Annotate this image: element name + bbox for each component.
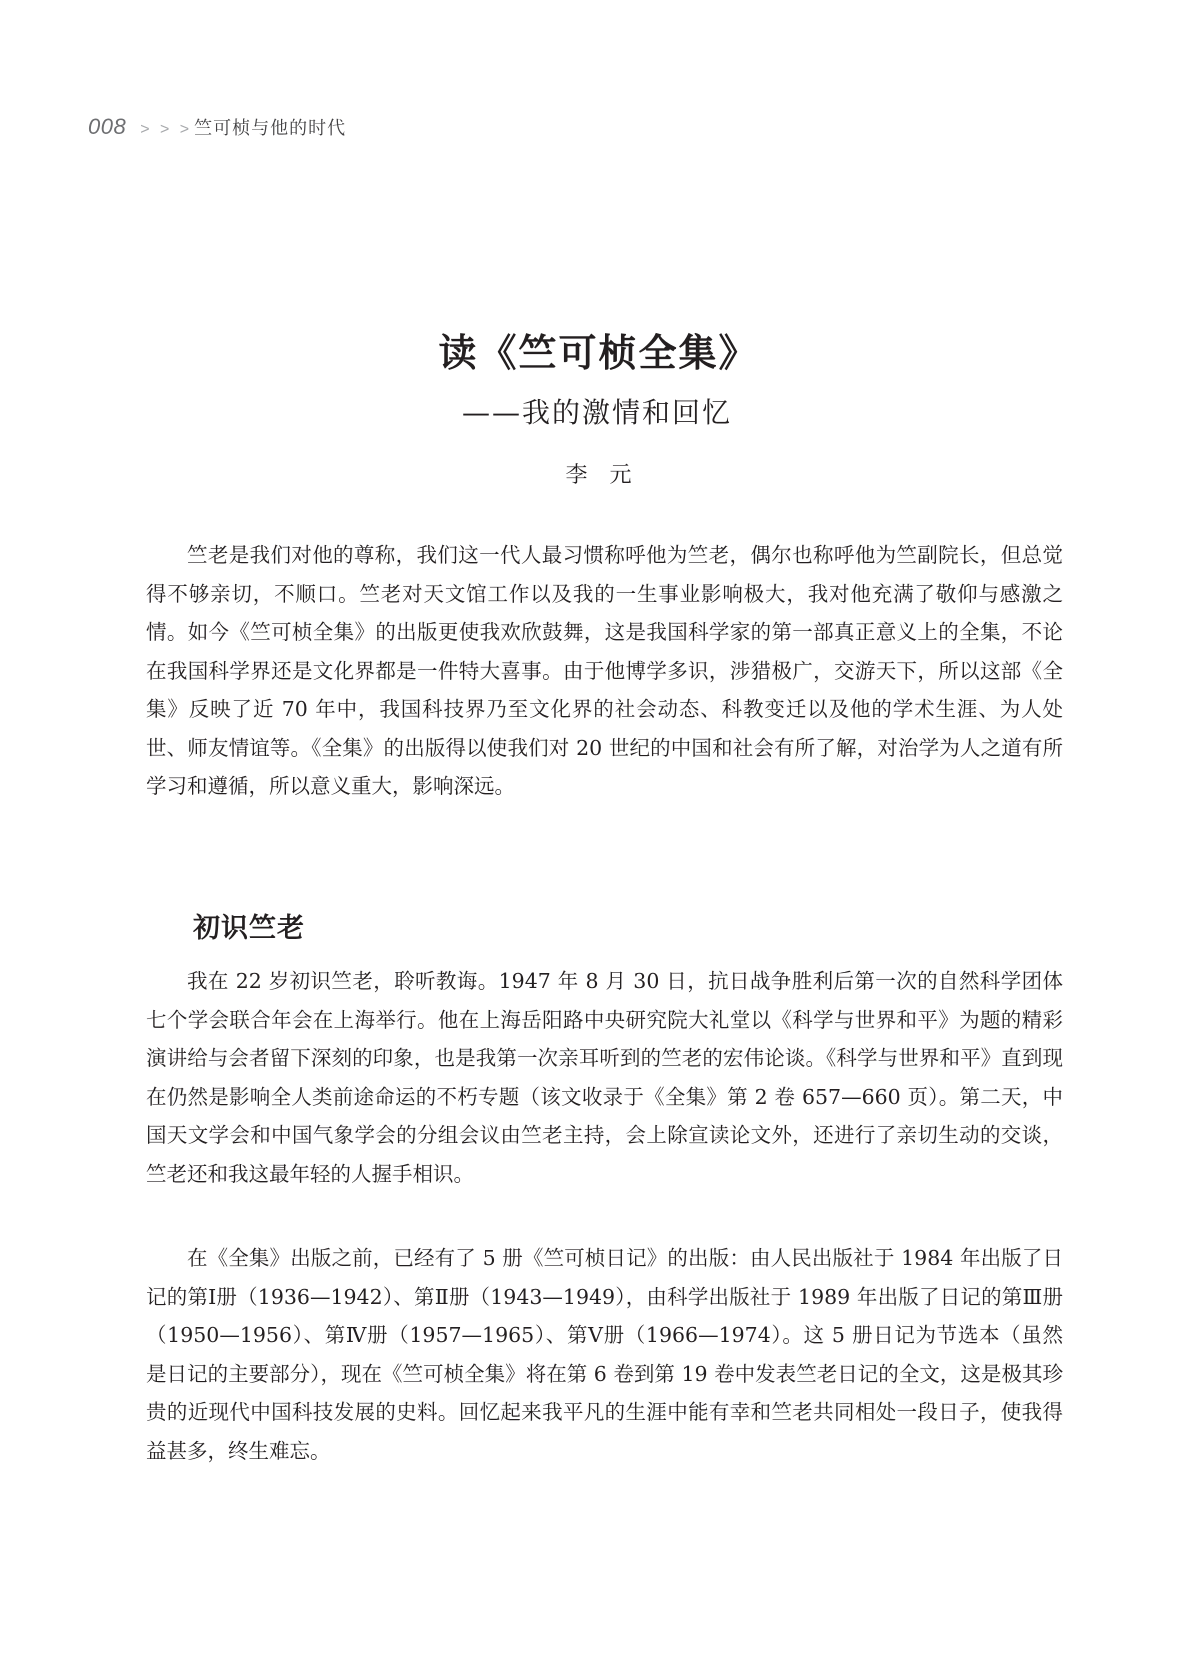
page-number: 008: [88, 114, 127, 139]
section-heading: 初识竺老: [193, 913, 305, 944]
book-title: 竺可桢与他的时代: [194, 118, 347, 138]
article-subtitle: ——我的激情和回忆: [462, 396, 733, 429]
running-head: [88, 114, 346, 146]
breadcrumb-arrows: > > >: [140, 121, 193, 138]
article-title: 读《竺可桢全集》: [438, 331, 759, 375]
section-paragraph: 在《全集》出版之前，已经有了 5 册《竺可桢日记》的出版：由人民出版社于 1984 年出版了日记的第Ⅰ册（1936—1942）、第Ⅱ册（1943—1949），由科学出版社于 1989 年出版了日记的第Ⅲ册（1950—1956）、第Ⅳ册（1957—1965）、第Ⅴ册（1966—1974）。这 5 册日记为节选本（虽然是日记的主要部分），现在《竺可桢全集》将在第 6 卷到第 19 卷中发表竺老日记的全文，这是极其珍贵的近现代中国科技发展的史料。回忆起来我平凡的生涯中能有幸和竺老共同相处一段日子，使我得益甚多，终生难忘。: [146, 1246, 1063, 1463]
section-paragraph: 我在 22 岁初识竺老，聆听教诲。1947 年 8 月 30 日，抗日战争胜利后第一次的自然科学团体七个学会联合年会在上海举行。他在上海岳阳路中央研究院大礼堂以《科学与世界和平》为题的精彩演讲给与会者留下深刻的印象，也是我第一次亲耳听到的竺老的宏伟论谈。《科学与世界和平》直到现在仍然是影响全人类前途命运的不朽专题（该文收录于《全集》第 2 卷 657—660 页）。第二天，中国天文学会和中国气象学会的分组会议由竺老主持，会上除宣读论文外，还进行了亲切生动的交谈，竺老还和我这最年轻的人握手相识。: [146, 969, 1063, 1186]
intro-paragraph: 竺老是我们对他的尊称，我们这一代人最习惯称呼他为竺老，偶尔也称呼他为竺副院长，但总觉得不够亲切，不顺口。竺老对天文馆工作以及我的一生事业影响极大，我对他充满了敬仰与感激之情。如今《竺可桢全集》的出版更使我欢欣鼓舞，这是我国科学家的第一部真正意义上的全集，不论在我国科学界还是文化界都是一件特大喜事。由于他博学多识，涉猎极广，交游天下，所以这部《全集》反映了近 70 年中，我国科技界乃至文化界的社会动态、科教变迁以及他的学术生涯、为人处世、师友情谊等。《全集》的出版得以使我们对 20 世纪的中国和社会有所了解，对治学为人之道有所学习和遵循，所以意义重大，影响深远。: [146, 543, 1063, 798]
article-author: 李元: [565, 463, 654, 488]
